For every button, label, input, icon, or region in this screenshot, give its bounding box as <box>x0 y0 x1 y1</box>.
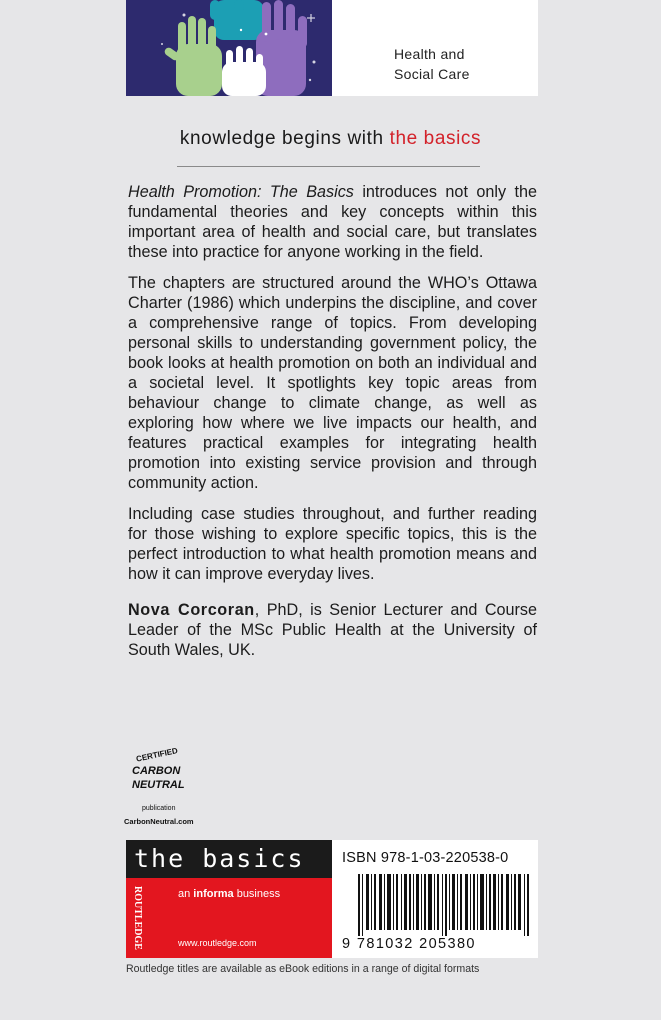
author-bio <box>128 600 537 660</box>
carbon-neutral-logo <box>124 744 202 828</box>
informa-prefix: an <box>178 888 194 900</box>
cover-top-band <box>126 0 538 96</box>
the-basics-band <box>126 840 332 878</box>
informa-bold: informa <box>193 888 234 900</box>
tagline-prefix: knowledge begins with <box>179 128 390 149</box>
author-name: Nova Corcoran <box>128 601 255 619</box>
raised-hands-illustration <box>126 0 332 96</box>
barcode <box>358 874 530 936</box>
informa-tagline <box>178 888 280 900</box>
series-label <box>394 44 470 84</box>
blurb-p1-text: introduces not only the fundamental theories and key concepts within this important area of health and social care, but translates these into practice for anyone working in the field. <box>128 183 537 261</box>
blurb-paragraph-1 <box>128 182 537 262</box>
book-title: Health Promotion: The Basics <box>128 183 354 201</box>
cn-neutral: NEUTRAL <box>132 779 185 791</box>
informa-suffix: business <box>233 888 281 900</box>
divider <box>177 166 480 167</box>
blurb <box>128 182 537 671</box>
blurb-paragraph-3: Including case studies throughout, and further reading for those wishing to explore specific topics, this is the perfect introduction to what health promotion means and how it can improve everyday lives. <box>128 505 537 583</box>
routledge-logo <box>128 884 150 952</box>
cn-certified: CERTIFIED <box>135 746 179 764</box>
blurb-paragraph-2: The chapters are structured around the WHO’s Ottawa Charter (1986) which underpins the discipline, and cover a comprehensive range of topics. From developing personal skills to understanding government policy, the book looks at health promotion on both an individual and a societal level. It spotlights key topic areas from behaviour change to climate change, as well as exploring how where we live impacts our health, and features practical examples for integrating health promotion into existing service provision and through community action. <box>128 274 537 492</box>
ebook-note: Routledge titles are available as eBook editions in a range of digital formats <box>126 963 480 975</box>
carbon-neutral-url: CarbonNeutral.com <box>124 817 194 826</box>
tagline-accent: the basics <box>389 128 482 149</box>
cn-carbon: CARBON <box>132 765 181 777</box>
routledge-vertical-text: ROUTLEDGE <box>132 886 143 950</box>
barcode-digits: 9 781032 205380 <box>342 936 476 952</box>
isbn-label: ISBN 978-1-03-220538-0 <box>342 850 509 866</box>
tagline <box>0 128 661 150</box>
series-label-line1: Health and <box>394 46 465 62</box>
publisher-block <box>126 878 332 958</box>
series-label-line2: Social Care <box>394 66 470 82</box>
author-bio-text: , PhD, is Senior Lecturer and Course Leader of the MSc Public Health at the University of South Wales, UK. <box>128 601 538 659</box>
publisher-url: www.routledge.com <box>178 938 257 948</box>
isbn-box <box>332 840 538 958</box>
cn-publication: publication <box>142 805 176 812</box>
the-basics-title: the basics <box>134 844 305 873</box>
